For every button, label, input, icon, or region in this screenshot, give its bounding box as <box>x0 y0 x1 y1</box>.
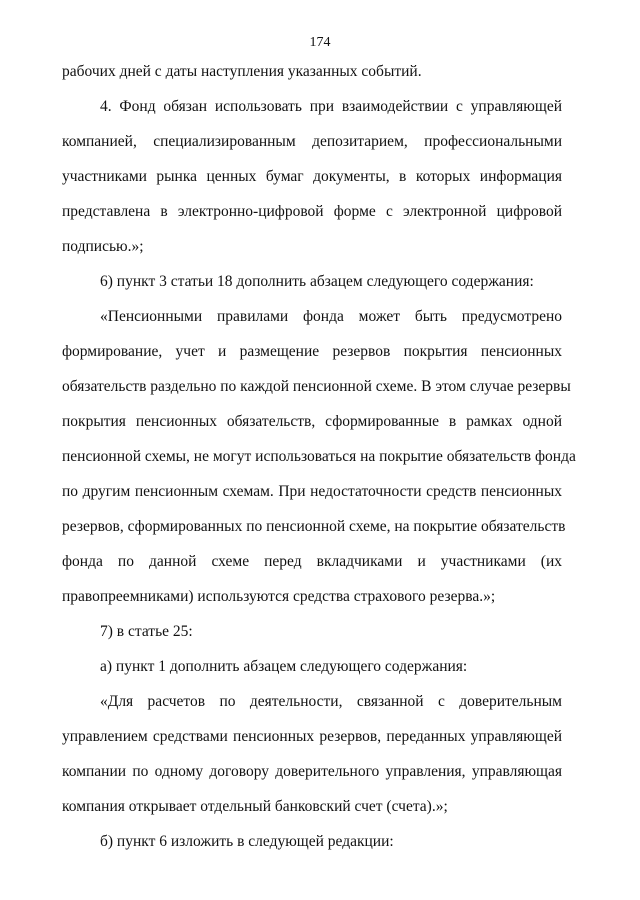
text-line: участниками рынка ценных бумаг документы, в которых информация <box>62 168 562 185</box>
text-line: компании по одному договору доверительного управления, управляющая <box>62 763 562 780</box>
text-line: обязательств раздельно по каждой пенсионной схеме. В этом случае резервы <box>62 378 571 395</box>
text-line: «Для расчетов по деятельности, связанной с доверительным <box>100 693 562 710</box>
text-line: рабочих дней с даты наступления указанных событий. <box>62 63 422 80</box>
text-line: компания открывает отдельный банковский счет (счета).»; <box>62 798 448 815</box>
text-line: а) пункт 1 дополнить абзацем следующего содержания: <box>100 658 468 675</box>
text-line: резервов, сформированных по пенсионной схеме, на покрытие обязательств <box>62 518 566 535</box>
text-line: б) пункт 6 изложить в следующей редакции: <box>100 833 394 850</box>
text-line: 7) в статье 25: <box>100 623 193 640</box>
text-line: управлением средствами пенсионных резервов, переданных управляющей <box>62 728 562 745</box>
text-line: компанией, специализированным депозитарием, профессиональными <box>62 133 562 150</box>
text-line: покрытия пенсионных обязательств, сформированные в рамках одной <box>62 413 562 430</box>
text-line: подписью.»; <box>62 238 144 255</box>
text-line: фонда по данной схеме перед вкладчиками и участниками (их <box>62 553 562 570</box>
text-line: формирование, учет и размещение резервов покрытия пенсионных <box>62 343 562 360</box>
text-line: 6) пункт 3 статьи 18 дополнить абзацем следующего содержания: <box>100 273 534 290</box>
text-line: по другим пенсионным схемам. При недостаточности средств пенсионных <box>62 483 562 500</box>
text-line: 4. Фонд обязан использовать при взаимодействии с управляющей <box>100 98 562 115</box>
text-line: пенсионной схемы, не могут использоваться на покрытие обязательств фонда <box>62 448 576 465</box>
text-line: «Пенсионными правилами фонда может быть предусмотрено <box>100 308 562 325</box>
text-line: правопреемниками) используются средства страхового резерва.»; <box>62 588 496 605</box>
text-line: представлена в электронно-цифровой форме с электронной цифровой <box>62 203 562 220</box>
page-number: 174 <box>309 35 331 50</box>
